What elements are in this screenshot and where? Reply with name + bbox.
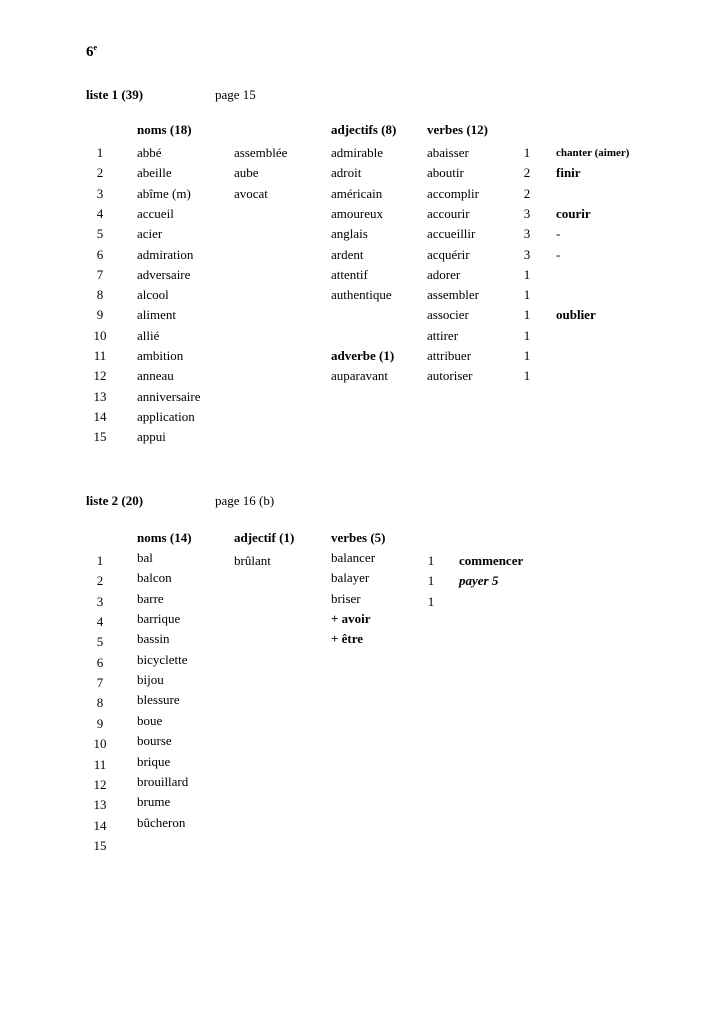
list1-adverbe-header: adverbe (1) [331, 348, 395, 363]
list1-row-number: 8 [96, 287, 104, 302]
list2-verbes-header: verbes (5) [331, 530, 386, 545]
list2-nom: barre [137, 591, 164, 606]
list1-adjectif: ardent [331, 247, 364, 262]
list1-row-number: 7 [96, 267, 104, 282]
list1-title: liste 1 (39) [86, 87, 144, 102]
list1-model-verb: finir [556, 165, 581, 180]
list2-nom: boue [137, 713, 163, 728]
list2-adjectif: brûlant [234, 553, 271, 568]
list2-nom: brique [137, 754, 171, 769]
list1-verb-group: 1 [523, 307, 531, 322]
list1-adjectif: amoureux [331, 206, 383, 221]
list1-nom: abîme (m) [137, 186, 191, 201]
list2-row-number: 15 [93, 838, 107, 853]
list1-noms-header: noms (18) [137, 122, 192, 137]
list1-adjectif: authentique [331, 287, 392, 302]
list2-nom: blessure [137, 692, 180, 707]
list1-verbe: attribuer [427, 348, 472, 363]
list2-row-number: 3 [96, 594, 104, 609]
list2-verbe: briser [331, 591, 361, 606]
list2-verb-group: 1 [427, 573, 435, 588]
list1-adjectifs-header: adjectifs (8) [331, 122, 397, 137]
list2-model-verb: commencer [459, 553, 524, 568]
list1-nom: aliment [137, 307, 176, 322]
list1-page: page 15 [215, 87, 256, 102]
list2-adjectif-header: adjectif (1) [234, 530, 295, 545]
list2-row-number: 8 [96, 695, 104, 710]
list1-verbe: attirer [427, 328, 459, 343]
list1-verbe: accomplir [427, 186, 479, 201]
list2-model-verb: payer 5 [459, 573, 499, 588]
list1-row-number: 11 [93, 348, 107, 363]
list1-model-verb: - [556, 226, 561, 241]
list1-adjectif: américain [331, 186, 383, 201]
list1-row-number: 3 [96, 186, 104, 201]
list1-nom: alcool [137, 287, 169, 302]
list2-page: page 16 (b) [215, 493, 275, 508]
list1-nom: application [137, 409, 195, 424]
list1-row-number: 13 [93, 389, 107, 404]
list2-row-number: 4 [96, 614, 104, 629]
list2-row-number: 13 [93, 797, 107, 812]
list1-row-number: 15 [93, 429, 107, 444]
list1-row-number: 12 [93, 368, 107, 383]
list1-adjectif: admirable [331, 145, 383, 160]
list1-nom: acier [137, 226, 163, 241]
list1-row-number: 2 [96, 165, 104, 180]
list1-row-number: 4 [96, 206, 104, 221]
grade-label: 6e [86, 43, 98, 60]
list1-verbe: abaisser [427, 145, 469, 160]
list2-title: liste 2 (20) [86, 493, 144, 508]
list1-model-verb: chanter (aimer) [556, 147, 630, 159]
list2-row-number: 6 [96, 655, 104, 670]
list1-verb-group: 3 [523, 247, 531, 262]
list1-nom: adversaire [137, 267, 191, 282]
list1-adjectif: anglais [331, 226, 368, 241]
list1-verbes-header: verbes (12) [427, 122, 489, 137]
list2-nom: barrique [137, 611, 181, 626]
list1-row-number: 10 [93, 328, 107, 343]
list1-verb-group: 1 [523, 328, 531, 343]
list1-verb-group: 1 [523, 145, 531, 160]
list2-row-number: 9 [96, 716, 104, 731]
list1-model-verb: - [556, 247, 561, 262]
list2-nom: bourse [137, 733, 172, 748]
list1-nom: accueil [137, 206, 174, 221]
list1-verb-group: 1 [523, 287, 531, 302]
list2-verb-group: 1 [427, 553, 435, 568]
list1-nom: appui [137, 429, 166, 444]
list1-row-number: 9 [96, 307, 104, 322]
list2-row-number: 10 [93, 736, 107, 751]
list1-verb-group: 1 [523, 267, 531, 282]
list1-nom: abbé [137, 145, 162, 160]
list1-adjectif: adroit [331, 165, 362, 180]
list1-verb-group: 3 [523, 206, 531, 221]
list1-verbe: associer [427, 307, 469, 322]
list1-verbe: autoriser [427, 368, 473, 383]
list2-nom: brouillard [137, 774, 189, 789]
list2-nom: bassin [137, 631, 170, 646]
list1-row-number: 14 [93, 409, 107, 424]
list2-row-number: 7 [96, 675, 104, 690]
list2-nom: bûcheron [137, 815, 186, 830]
list2-row-number: 12 [93, 777, 107, 792]
list2-nom: bijou [137, 672, 164, 687]
list2-row-number: 14 [93, 818, 107, 833]
list1-verbe: accourir [427, 206, 470, 221]
list2-row-number: 1 [96, 553, 104, 568]
list1-verbe: accueillir [427, 226, 476, 241]
list2-row-number: 11 [93, 757, 107, 772]
list2-noms-header: noms (14) [137, 530, 192, 545]
list1-verb-group: 1 [523, 348, 531, 363]
list1-nom: admiration [137, 247, 194, 262]
list1-model-verb: courir [556, 206, 591, 221]
list1-row-number: 5 [96, 226, 104, 241]
list2-verbe: + être [331, 631, 364, 646]
list1-verb-group: 2 [523, 186, 531, 201]
list2-nom: balcon [137, 570, 172, 585]
list1-verbe: adorer [427, 267, 461, 282]
list1-model-verb: oublier [556, 307, 596, 322]
list1-nom: ambition [137, 348, 184, 363]
list2-row-number: 5 [96, 634, 104, 649]
list1-nom: abeille [137, 165, 172, 180]
list1-nom: avocat [234, 186, 268, 201]
list2-verbe: balancer [331, 550, 376, 565]
list1-nom: anniversaire [137, 389, 201, 404]
list1-nom: allié [137, 328, 160, 343]
list1-verbe: acquérir [427, 247, 470, 262]
list1-verbe: aboutir [427, 165, 464, 180]
list1-nom: assemblée [234, 145, 288, 160]
list1-verbe: assembler [427, 287, 479, 302]
list1-row-number: 6 [96, 247, 104, 262]
list2-verbe: + avoir [331, 611, 371, 626]
list1-nom: anneau [137, 368, 174, 383]
list1-verb-group: 3 [523, 226, 531, 241]
list1-verb-group: 1 [523, 368, 531, 383]
list2-nom: brume [137, 794, 171, 809]
list2-row-number: 2 [96, 573, 104, 588]
list1-adjectif: attentif [331, 267, 368, 282]
list1-nom: aube [234, 165, 259, 180]
list1-verb-group: 2 [523, 165, 531, 180]
list2-nom: bicyclette [137, 652, 188, 667]
list2-verbe: balayer [331, 570, 370, 585]
list1-adverbe: auparavant [331, 368, 389, 383]
list1-row-number: 1 [96, 145, 104, 160]
list2-verb-group: 1 [427, 594, 435, 609]
list2-nom: bal [137, 550, 153, 565]
